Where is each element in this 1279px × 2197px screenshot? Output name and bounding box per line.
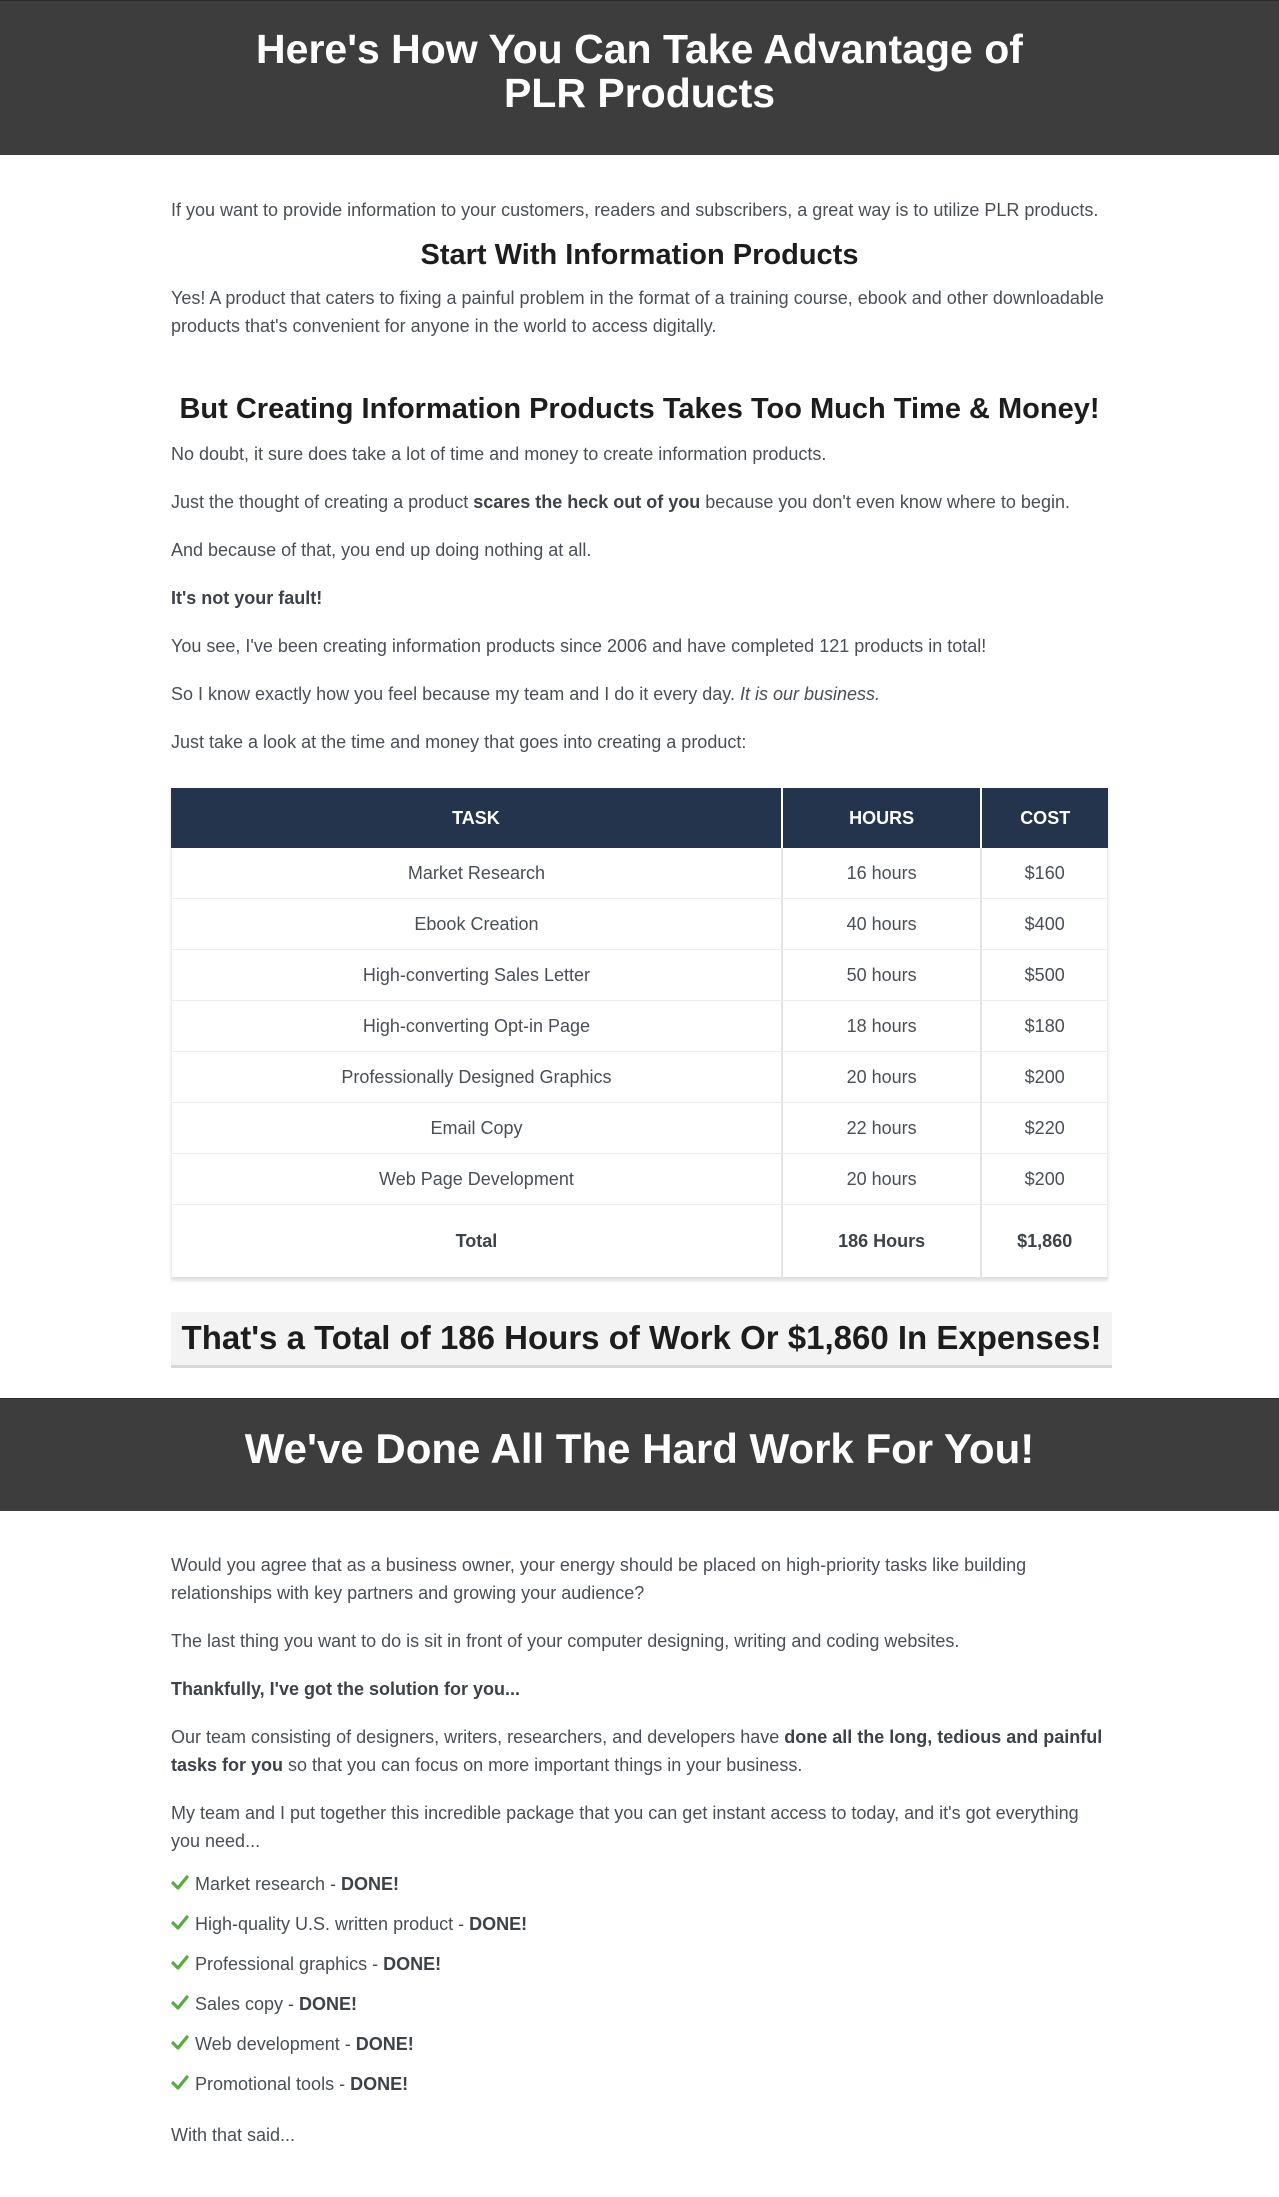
done-checklist [171,1873,1108,2113]
solution-paragraph-3 [171,1675,1108,1703]
list-item [171,1913,1108,1953]
solution-paragraph-5: My team and I put together this incredible package that you can get instant access to today, and it's got everything you need... [171,1803,1079,1851]
problem-paragraph-7: Just take a look at the time and money that goes into creating a product: [171,732,747,752]
problem-paragraph-2 [171,488,1108,516]
problem-paragraph-1: No doubt, it sure does take a lot of time and money to create information products. [171,444,827,464]
cell-hours: 18 hours [783,1001,982,1052]
solution-section [171,1511,1108,2149]
cell-task: Professionally Designed Graphics [171,1052,783,1103]
header-hours: HOURS [783,788,982,848]
table-row [171,848,1108,899]
text-run: Our team consisting of designers, writers, researchers, and developers have [171,1727,785,1747]
list-item [171,2073,1108,2113]
header-task: TASK [171,788,783,848]
problem-paragraph-4 [171,584,1108,612]
main-content [171,155,1108,1368]
cell-task: Market Research [171,848,783,899]
bold-text: done all the long, tedious and painful tasks for you [171,1727,1103,1775]
list-item-text [195,1953,441,1975]
list-item [171,2033,1108,2073]
text-run: because you don't even know where to begin. [700,492,1070,512]
cell-hours: 20 hours [783,1052,982,1103]
cell-task: Ebook Creation [171,899,783,950]
cell-hours: 20 hours [783,1154,982,1205]
done-label: DONE! [299,1994,358,2014]
text-run: Promotional tools - [195,2074,351,2094]
hero-banner [0,0,1279,155]
total-callout-text: That's a Total of 186 Hours of Work Or $1,860 In Expenses! [181,1319,1102,1356]
check-icon [171,1953,189,1975]
table-row [171,1154,1108,1205]
cell-task: High-converting Sales Letter [171,950,783,1001]
list-item-text [195,1993,357,2015]
text-run: Web development - [195,2034,356,2054]
check-icon [171,1993,189,2015]
cell-task: Web Page Development [171,1154,783,1205]
cell-cost: $200 [982,1154,1108,1205]
text-run: High-quality U.S. written product - [195,1914,470,1934]
check-icon [171,2033,189,2055]
text-run: Sales copy - [195,1994,300,2014]
done-label: DONE! [383,1954,442,1974]
total-cost: $1,860 [982,1205,1108,1279]
italic-text: It is our business. [739,684,881,704]
cost-table [171,788,1108,1279]
check-icon [171,1873,189,1895]
cell-cost: $200 [982,1052,1108,1103]
bold-text: Thankfully, I've got the solution for you... [171,1679,520,1699]
header-cost: COST [982,788,1108,848]
list-item-text [195,1913,527,1935]
table-row [171,1001,1108,1052]
check-icon [171,1913,189,1935]
info-products-paragraph: Yes! A product that caters to fixing a painful problem in the format of a training course, ebook and other downloadable products that's convenient for anyone in the world to access digitally. [171,288,1104,336]
solution-paragraph-1: Would you agree that as a business owner, your energy should be placed on high-priority tasks like building relationships with key partners and growing your audience? [171,1555,1027,1603]
table-total-row [171,1205,1108,1279]
total-task: Total [171,1205,783,1279]
intro-paragraph: If you want to provide information to your customers, readers and subscribers, a great way is to utilize PLR products. [171,200,1099,220]
list-item-text [195,2033,414,2055]
problem-paragraph-6 [171,680,1108,708]
table-body [171,848,1108,1279]
list-item-text [195,2073,408,2095]
cell-cost: $500 [982,950,1108,1001]
problem-paragraph-5: You see, I've been creating information products since 2006 and have completed 121 products in total! [171,636,987,656]
total-hours: 186 Hours [783,1205,982,1279]
list-item [171,1953,1108,1993]
bold-text: It's not your fault! [171,588,323,608]
done-label: DONE! [350,2074,409,2094]
text-run: Market research - [195,1874,342,1894]
text-run: so that you can focus on more important things in your business. [283,1755,803,1775]
table-header-row [171,788,1108,848]
done-banner-title: We've Done All The Hard Work For You! [244,1425,1035,1472]
cell-task: Email Copy [171,1103,783,1154]
outro-paragraph: With that said... [171,2125,296,2145]
check-icon [171,2073,189,2095]
solution-paragraph-4 [171,1723,1108,1779]
table-row [171,899,1108,950]
done-banner [0,1398,1279,1511]
text-run: Professional graphics - [195,1954,384,1974]
done-label: DONE! [469,1914,528,1934]
cell-cost: $220 [982,1103,1108,1154]
text-run: So I know exactly how you feel because my team and I do it every day. [171,684,740,704]
cell-cost: $400 [982,899,1108,950]
cell-hours: 16 hours [783,848,982,899]
list-item-text [195,1873,399,1895]
list-item [171,1993,1108,2033]
text-run: Just the thought of creating a product [171,492,474,512]
cell-hours: 22 hours [783,1103,982,1154]
cell-task: High-converting Opt-in Page [171,1001,783,1052]
problem-paragraph-3: And because of that, you end up doing nothing at all. [171,540,592,560]
cell-hours: 50 hours [783,950,982,1001]
cell-cost: $180 [982,1001,1108,1052]
info-products-heading: Start With Information Products [420,239,859,271]
solution-paragraph-2: The last thing you want to do is sit in front of your computer designing, writing and coding websites. [171,1631,960,1651]
table-row [171,1103,1108,1154]
total-callout [171,1312,1112,1368]
cell-cost: $160 [982,848,1108,899]
done-label: DONE! [355,2034,414,2054]
list-item [171,1873,1108,1913]
done-label: DONE! [341,1874,400,1894]
table-row [171,950,1108,1001]
cell-hours: 40 hours [783,899,982,950]
hero-title: Here's How You Can Take Advantage of PLR Products [256,26,1023,116]
problem-heading: But Creating Information Products Takes Too Much Time & Money! [179,393,1100,425]
table-row [171,1052,1108,1103]
bold-text: scares the heck out of you [473,492,701,512]
